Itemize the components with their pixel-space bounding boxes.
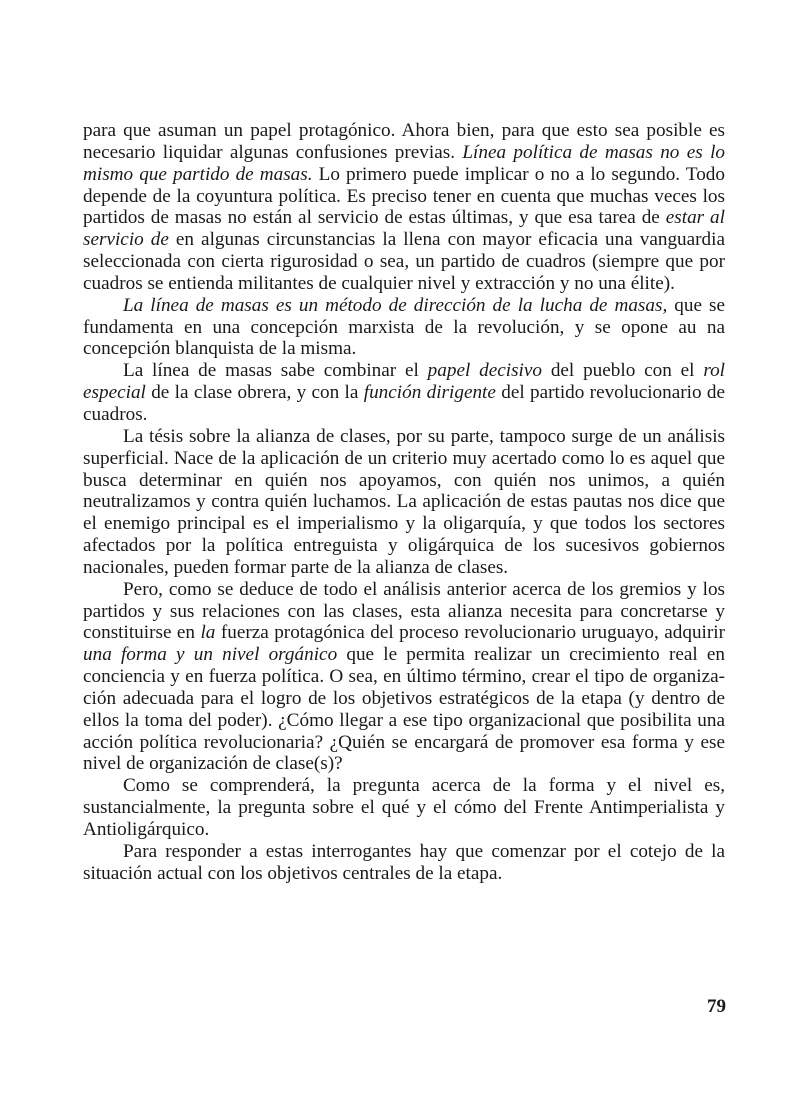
- text-run: Como se comprenderá, la pregunta acerca de la forma y el nivel es, sustancialmente, la pregunta sobre el qué y el cómo del Frente Antimperialista y Antioligárquico.: [83, 775, 725, 840]
- paragraph: [83, 360, 725, 426]
- text-run: de la clase obrera, y con la: [145, 382, 364, 404]
- paragraph: [83, 426, 725, 579]
- text-run: fuerza protagónica del proceso revolucionario uruguayo, adquirir: [215, 622, 725, 644]
- text-run: del pueblo con el: [542, 360, 704, 382]
- italic-text: Línea política de masas no es lo mismo que partido de masas.: [83, 141, 726, 185]
- italic-text: una forma y un nivel orgánico: [83, 644, 338, 666]
- text-run: La línea de masas sabe combinar el: [123, 360, 428, 382]
- text-run: Pero, como se deduce de todo el análisis anterior acerca de los gremios y los partidos y sus relaciones con las clases, esta alianza necesita para concretarse y constituirse en: [83, 578, 725, 644]
- page-number: 79: [707, 996, 726, 1017]
- text-run: Para responder a estas interrogantes hay que comenzar por el cotejo de la situación actual con los objetivos centrales de la etapa.: [83, 840, 725, 884]
- italic-text: estar al servicio de: [83, 207, 725, 251]
- text-run: del partido revolucionario de cuadros.: [83, 382, 725, 425]
- paragraph: [83, 775, 725, 841]
- text-run: que le permita realizar un crecimiento real en conciencia y en fuerza política. O sea, en último término, crear el tipo de organización adecuada para el logro de los objetivos estratégicos de la etapa (y dentro de ellos la toma del poder). ¿Cómo llegar a ese tipo organizacional que posibilita una acción política revolucionaria? ¿Quién se encargará de promover esa forma y ese nivel de organización de clase(s)?: [83, 644, 725, 775]
- text-run: en algunas circunstancias la llena con mayor eficacia una vanguardia seleccionada con cierta rigurosidad o sea, un partido de cuadros (siempre que por cuadros se entienda militantes de cualquier nivel y extracción y no una élite).: [83, 229, 725, 294]
- paragraph: [83, 579, 725, 776]
- paragraph: [83, 841, 725, 885]
- italic-text: función dirigente: [363, 382, 496, 404]
- italic-text: papel decisivo: [427, 360, 542, 382]
- paragraph: [83, 120, 725, 295]
- text-run: La tésis sobre la alianza de clases, por su parte, tampoco surge de un análisis superficial. Nace de la aplicación de un criterio muy acertado como lo es aquel que busca determinar en quién nos apoyamos, con quién nos unimos, a quién neutralizamos y contra quién luchamos. La aplicación de estas pautas nos dice que el enemigo principal es el imperialismo y la oligarquía, y que todos los sectores afectados por la política entreguista y oligárquica de los sucesivos gobiernos nacionales, pueden formar parte de la alianza de clases.: [83, 425, 725, 578]
- text-run: Lo primero puede implicar o no a lo segundo. Todo depende de la coyuntura política. Es preciso tener en cuenta que muchas veces los partidos de masas no están al servicio de estas últimas, y que esa tarea de: [83, 163, 725, 229]
- text-run: que se fundamenta en una concepción marxista de la revolución, y se opone au na concepción blanquista de la misma.: [83, 294, 726, 360]
- paragraph: [83, 295, 725, 361]
- italic-text: La línea de masas es un método de dirección de la lucha de masas,: [123, 294, 668, 316]
- body-text: [83, 120, 725, 885]
- italic-text: rol especial: [83, 360, 726, 404]
- text-run: para que asuman un papel protagónico. Ahora bien, para que esto sea posible es necesario liquidar algunas confusiones previas.: [83, 120, 725, 163]
- italic-text: la: [200, 622, 216, 644]
